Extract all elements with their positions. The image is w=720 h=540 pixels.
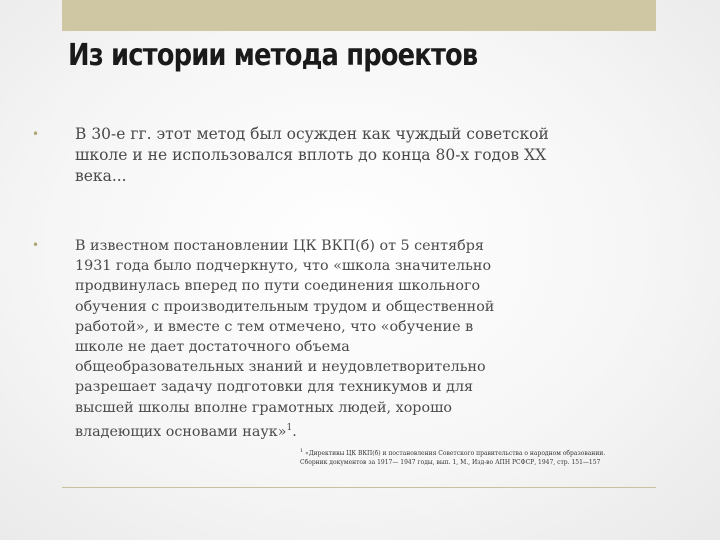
bullet-dot-icon: • [32, 127, 40, 141]
bullet-dot-icon: • [32, 238, 40, 252]
footnote-marker: 1 [300, 448, 304, 454]
footnote-line-1: «Директивы ЦК ВКП(б) и постановления Советского правительства о народном образовании. [305, 450, 606, 457]
bullet-text-2-end: . [292, 423, 297, 440]
footnote-reference: 1 [286, 422, 293, 433]
slide-title: Из истории метода проектов [68, 38, 478, 73]
footnote-line-2: Сборник документов за 1917— 1947 годы, вып. 1, М., Изд-во АПН РСФСР, 1947, стр. 151—157 [300, 459, 601, 466]
bullet-text-2-body: В известном постановлении ЦК ВКП(б) от 5 сентября 1931 года было подчеркнуто, что «школа значительно продвинулась вперед по пути соединения школьного обучения с производительным трудом и общественной работой», и вместе с тем отмечено, что «обучение в школе не дает достаточного объема общеобразовательных знаний и неудовлетворительно разрешает задачу подготовки для техникумов и для высшей школы вполне грамотных людей, хорошо владеющих основами наук» [75, 238, 495, 440]
bullet-text-2 [75, 236, 495, 442]
bottom-divider [62, 487, 656, 488]
top-accent-band [62, 0, 656, 31]
footnote [300, 447, 650, 467]
bullet-text-1: В 30-е гг. этот метод был осужден как чуждый советской школе и не использовался вплоть до конца 80-х годов XX века... [75, 125, 549, 185]
